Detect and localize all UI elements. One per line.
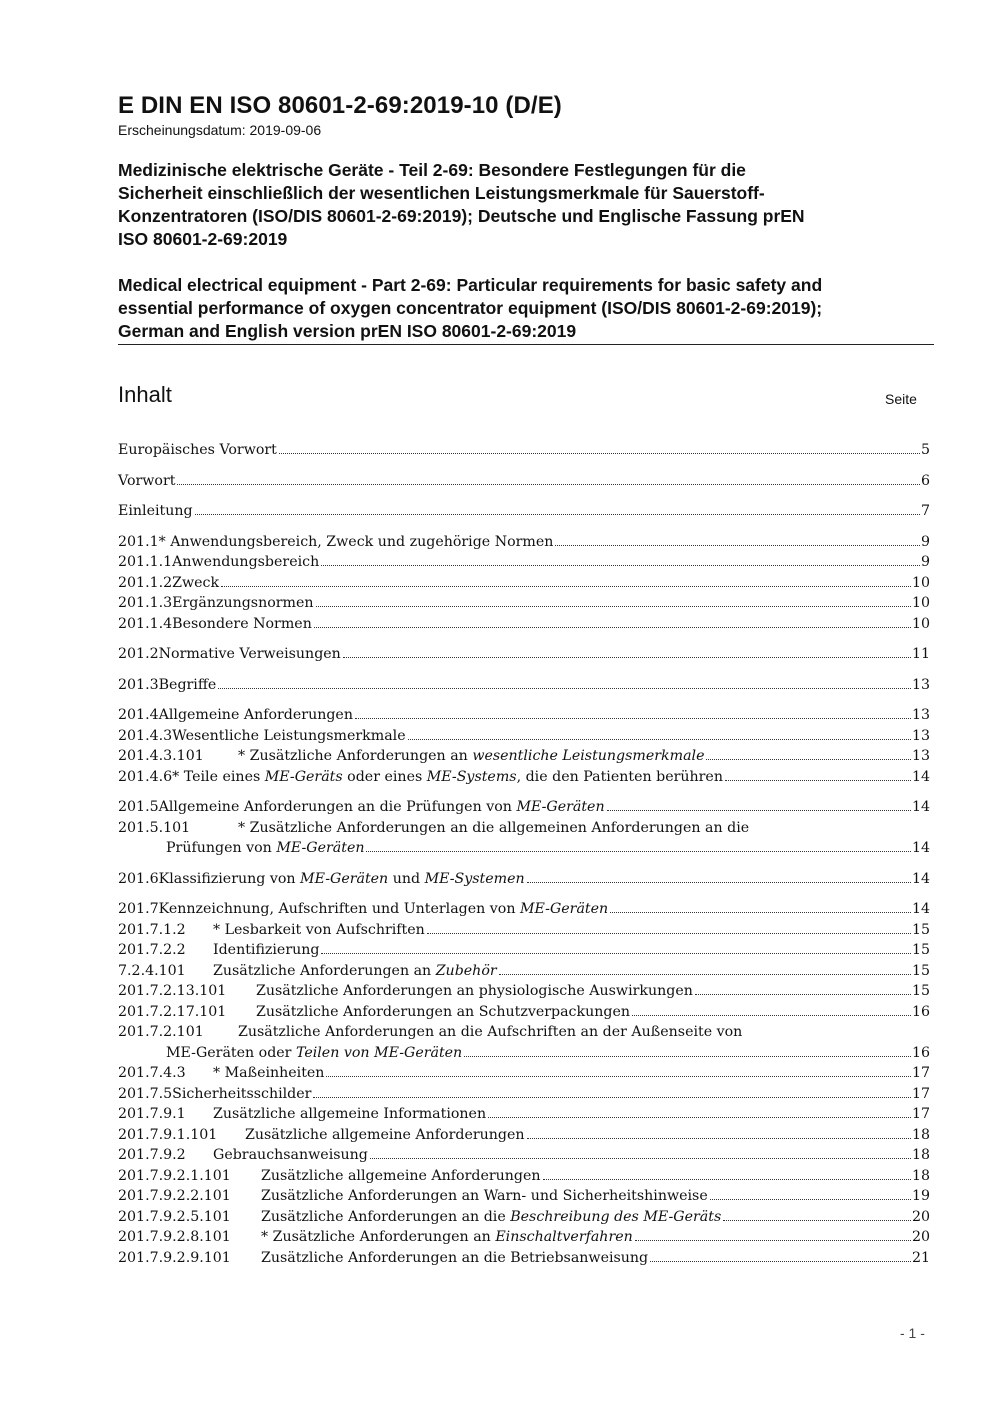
toc-entry-title (172, 614, 312, 635)
toc-entry-title (261, 1248, 648, 1269)
toc-entry-title (159, 797, 605, 818)
header-divider (118, 344, 934, 345)
toc-entry[interactable] (118, 767, 930, 788)
toc-entry-title-italic: Teilen von ME-Geräten (295, 1044, 463, 1061)
toc-entry-title (261, 1227, 633, 1248)
toc-entry-title-text: Zusätzliche allgemeine Anforderungen (245, 1126, 525, 1143)
toc-entry[interactable] (118, 471, 930, 492)
toc-entry-page: 14 (911, 901, 930, 917)
toc-dot-leader (635, 1240, 911, 1241)
toc-entry-page: 13 (911, 748, 930, 764)
toc-entry-title (118, 440, 277, 461)
toc-entry-title-text: Zusätzliche Anforderungen an die Betriebsanweisung (261, 1249, 649, 1266)
toc-entry-page: 20 (911, 1229, 930, 1245)
toc-entry-number: 201.7.9.2 (118, 1147, 186, 1163)
toc-entry-page: 18 (911, 1167, 930, 1184)
toc-entry-page: 16 (911, 1003, 930, 1020)
toc-entry[interactable] (118, 869, 930, 890)
toc-entry-page: 17 (911, 1085, 930, 1102)
toc-entry-title-text: und (388, 870, 425, 887)
toc-entry[interactable] (118, 981, 930, 1002)
toc-entry-title (172, 573, 219, 594)
toc-entry-number: 201.7.9.2.9.101 (118, 1249, 231, 1266)
toc-entry-title-text: Ergänzungsnormen (172, 595, 314, 611)
toc-entry-title (238, 818, 749, 839)
toc-entry-title (172, 767, 723, 788)
toc-entry[interactable] (118, 1022, 930, 1043)
toc-entry-title-text: Zusätzliche Anforderungen an physiologische Auswirkungen (256, 983, 693, 999)
toc-entry-number: 201.7.2.13.101 (118, 983, 227, 999)
toc-entry[interactable] (118, 1043, 930, 1064)
title-german-line: ISO 80601-2-69:2019 (118, 229, 288, 249)
toc-entry-page: 9 (920, 533, 930, 550)
toc-entry-page: 20 (911, 1208, 930, 1225)
toc-entry-number: 201.7.9.2.2.101 (118, 1188, 231, 1204)
toc-entry-title (172, 593, 313, 614)
toc-entry-number: 201.4.3 (118, 727, 173, 744)
toc-entry-title-text: Zusätzliche Anforderungen an Warn- und Sicherheitshinweise (261, 1188, 708, 1204)
toc-entry-title-text: * Lesbarkeit von Aufschriften (213, 921, 425, 938)
toc-entry-title-italic: ME-Geräten (520, 901, 609, 917)
toc-entry-page: 10 (911, 595, 930, 611)
toc-entry-number: 201.7.2.17.101 (118, 1003, 227, 1020)
toc-entry[interactable] (118, 593, 930, 614)
toc-entry-number: 201.1.2 (118, 574, 173, 591)
toc-dot-leader (279, 453, 920, 454)
toc-dot-leader (366, 851, 910, 852)
toc-entry-title-text: Zusätzliche Anforderungen an die Aufschriften an der Außenseite von (238, 1024, 743, 1040)
toc-entry-title-italic: wesentliche Leistungsmerkmale (472, 748, 705, 764)
toc-entry-title (238, 1022, 742, 1043)
toc-entry-number: 201.1.3 (118, 595, 173, 611)
toc-entry-title (118, 501, 193, 522)
toc-entry-title (172, 726, 405, 747)
toc-entry-title-italic: ME-Geräten (276, 840, 365, 856)
toc-entry-number: 201.6 (118, 870, 159, 887)
toc-entry[interactable] (118, 1104, 930, 1125)
toc-entry-title-italic: ME-Geräten (300, 870, 389, 887)
toc-dot-leader (527, 1138, 911, 1139)
toc-entry-title-text: Zweck (172, 574, 220, 591)
toc-dot-leader (314, 627, 911, 628)
toc-entry-number: 201.1 (118, 533, 159, 550)
toc-dot-leader (408, 739, 911, 740)
toc-dot-leader (218, 688, 911, 689)
toc-entry-title-text: Zusätzliche Anforderungen an Schutzverpackungen (256, 1003, 630, 1020)
toc-entry[interactable] (118, 552, 930, 573)
toc-dot-leader (195, 514, 920, 515)
toc-entry[interactable] (118, 1207, 930, 1228)
toc-entry-number: 201.5.101 (118, 819, 191, 836)
toc-entry-page: 15 (911, 962, 930, 979)
toc-entry-title (256, 981, 693, 1002)
toc-entry[interactable] (118, 961, 930, 982)
toc-dot-leader (316, 606, 911, 607)
toc-entry-title-text: Gebrauchsanweisung (213, 1147, 368, 1163)
toc-entry-title-text: Zusätzliche allgemeine Anforderungen (261, 1167, 541, 1184)
toc-entry-number: 201.2 (118, 646, 159, 662)
toc-entry-page: 9 (920, 554, 930, 570)
toc-dot-leader (370, 1158, 911, 1159)
toc-dot-leader (488, 1117, 911, 1118)
toc-entry-number: 201.3 (118, 676, 159, 693)
toc-entry-number: 201.5 (118, 799, 159, 815)
toc-entry[interactable] (118, 1186, 930, 1207)
toc-entry-title-text: Identifizierung (213, 942, 320, 958)
toc-entry[interactable] (118, 1227, 930, 1248)
toc-dot-leader (543, 1179, 911, 1180)
toc-entry-title-text: Kennzeichnung, Aufschriften und Unterlagen von (158, 901, 520, 917)
toc-entry-title-italic: Einschaltverfahren (495, 1229, 633, 1245)
toc-dot-leader (706, 759, 910, 760)
toc-entry[interactable] (118, 1125, 930, 1146)
toc-dot-leader (427, 933, 911, 934)
toc-heading: Inhalt (118, 382, 172, 407)
toc-entry-title-text: Klassifizierung von (158, 870, 301, 887)
toc-dot-leader (527, 882, 911, 883)
toc-dot-leader (313, 1097, 911, 1098)
toc-dot-leader (695, 994, 911, 995)
toc-entry-page: 19 (911, 1188, 930, 1204)
title-english-line: Medical electrical equipment - Part 2-69: Particular requirements for basic safety and (118, 275, 823, 295)
toc-entry-number: 201.1.4 (118, 615, 173, 632)
toc-entry-page: 15 (911, 921, 930, 938)
toc-entry-title (213, 1104, 486, 1125)
toc-entry-title-text: , die den Patienten berühren (516, 768, 723, 785)
toc-entry-page: 11 (911, 646, 930, 662)
toc-entry-title-text: * Zusätzliche Anforderungen an (261, 1229, 496, 1245)
toc-dot-leader (221, 586, 911, 587)
toc-entry[interactable] (118, 1145, 930, 1166)
toc-entry-page: 6 (920, 472, 930, 489)
title-german-line: Konzentratoren (ISO/DIS 80601-2-69:2019); Deutsche und Englische Fassung prEN (118, 206, 805, 226)
toc-dot-leader (499, 974, 911, 975)
toc-entry[interactable] (118, 440, 930, 461)
toc-dot-leader (710, 1199, 911, 1200)
toc-entry-title-text: Allgemeine Anforderungen (158, 707, 353, 723)
toc-dot-leader (650, 1261, 911, 1262)
toc-entry[interactable] (118, 675, 930, 696)
toc-entry-title-italic: ME-Systems (426, 768, 517, 785)
toc-entry-title-text: Sicherheitsschilder (172, 1085, 312, 1102)
toc-entry[interactable] (118, 726, 930, 747)
toc-entry-page: 10 (911, 574, 930, 591)
toc-entry-title-text: Vorwort (118, 472, 176, 489)
toc-entry[interactable] (118, 920, 930, 941)
toc-entry-title (245, 1125, 525, 1146)
toc-entry-page: 14 (911, 768, 930, 785)
toc-dot-leader (177, 484, 920, 485)
toc-entry-title (166, 838, 364, 859)
toc-entry-title-text: Zusätzliche Anforderungen an (213, 962, 436, 979)
document-id: E DIN EN ISO 80601-2-69:2019-10 (D/E) (118, 92, 562, 119)
toc-entry-number: 201.7.2.101 (118, 1024, 204, 1040)
toc-entry[interactable] (118, 1166, 930, 1187)
toc-entry-title (261, 1207, 721, 1228)
toc-entry-title (256, 1002, 630, 1023)
toc-dot-leader (610, 912, 911, 913)
toc-entry-title-italic: ME-Systemen (424, 870, 525, 887)
toc-entry-title (159, 532, 554, 553)
toc-entry-title (213, 961, 497, 982)
table-of-contents (118, 440, 930, 1268)
toc-entry-title (172, 1084, 311, 1105)
toc-entry-number: 201.7.5 (118, 1085, 173, 1102)
toc-entry-title-text: Wesentliche Leistungsmerkmale (172, 727, 406, 744)
toc-entry[interactable] (118, 501, 930, 522)
toc-entry-title-text: Zusätzliche allgemeine Informationen (213, 1106, 487, 1122)
toc-entry-title (172, 552, 319, 573)
toc-entry[interactable] (118, 818, 930, 839)
toc-entry[interactable] (118, 614, 930, 635)
toc-entry[interactable] (118, 532, 930, 553)
toc-entry-title-text: Zusätzliche Anforderungen an die (261, 1208, 511, 1225)
toc-entry-title (118, 471, 175, 492)
toc-entry-page: 14 (911, 840, 930, 856)
toc-entry-title-text: Europäisches Vorwort (118, 442, 277, 458)
toc-entry-title (238, 746, 704, 767)
toc-entry-title (166, 1043, 462, 1064)
toc-entry-title-text: Allgemeine Anforderungen an die Prüfungen von (158, 799, 517, 815)
toc-entry-title (213, 1145, 368, 1166)
toc-entry-page: 14 (911, 870, 930, 887)
toc-entry-number: 7.2.4.101 (118, 962, 186, 979)
title-english-line: essential performance of oxygen concentrator equipment (ISO/DIS 80601-2-69:2019); (118, 298, 823, 318)
title-german-line: Sicherheit einschließlich der wesentlichen Leistungsmerkmale für Sauerstoff- (118, 183, 765, 203)
toc-entry-title-text: oder eines (342, 768, 427, 785)
toc-entry-title (213, 1063, 324, 1084)
toc-entry-number: 201.7.1.2 (118, 921, 186, 938)
toc-entry-page: 17 (911, 1065, 930, 1081)
toc-entry-number: 201.7 (118, 901, 159, 917)
toc-entry-page: 13 (911, 707, 930, 723)
publication-date: Erscheinungsdatum: 2019-09-06 (118, 122, 322, 138)
toc-entry[interactable] (118, 797, 930, 818)
title-german (118, 159, 938, 251)
toc-dot-leader (607, 810, 911, 811)
toc-entry-number: 201.7.9.1.101 (118, 1126, 218, 1143)
toc-dot-leader (723, 1220, 911, 1221)
toc-entry-title-text: Anwendungsbereich (172, 554, 320, 570)
toc-entry-number: 201.7.4.3 (118, 1065, 186, 1081)
toc-entry-title-italic: ME-Geräts (264, 768, 343, 785)
toc-dot-leader (725, 780, 911, 781)
toc-entry-title-text: * Zusätzliche Anforderungen an die allgemeinen Anforderungen an die (238, 819, 750, 836)
toc-entry-number: 201.1.1 (118, 554, 173, 570)
toc-entry-page: 21 (911, 1249, 930, 1266)
toc-entry-page: 16 (911, 1044, 930, 1061)
toc-entry-page: 5 (920, 442, 930, 458)
toc-entry-page: 13 (911, 676, 930, 693)
toc-dot-leader (321, 565, 920, 566)
toc-entry[interactable] (118, 573, 930, 594)
toc-entry-page: 17 (911, 1106, 930, 1122)
toc-entry[interactable] (118, 1063, 930, 1084)
toc-entry-page: 15 (911, 983, 930, 999)
toc-dot-leader (355, 718, 911, 719)
toc-dot-leader (343, 657, 911, 658)
toc-entry-title (261, 1186, 708, 1207)
toc-page-label: Seite (885, 391, 917, 407)
toc-entry-number: 201.7.9.2.5.101 (118, 1208, 231, 1225)
toc-entry-number: 201.4.6 (118, 768, 173, 785)
toc-dot-leader (632, 1015, 911, 1016)
toc-entry-page: 7 (920, 503, 930, 519)
toc-dot-leader (326, 1076, 910, 1077)
toc-dot-leader (555, 545, 920, 546)
toc-entry[interactable] (118, 746, 930, 767)
toc-entry[interactable] (118, 705, 930, 726)
toc-entry-title-text: Einleitung (118, 503, 193, 519)
toc-entry-title-italic: Beschreibung des ME-Geräts (510, 1208, 722, 1225)
toc-entry-title (159, 675, 217, 696)
toc-entry-title-italic: Zubehör (435, 962, 497, 979)
toc-entry-title-text: ME-Geräten oder (166, 1044, 296, 1061)
toc-entry-page: 10 (911, 615, 930, 632)
toc-dot-leader (321, 953, 910, 954)
title-english-line: German and English version prEN ISO 80601-2-69:2019 (118, 321, 577, 341)
toc-entry-number: 201.7.9.1 (118, 1106, 186, 1122)
toc-entry[interactable] (118, 899, 930, 920)
toc-entry-title-text: Prüfungen von (166, 840, 277, 856)
toc-entry-page: 14 (911, 799, 930, 815)
toc-entry-title (159, 644, 341, 665)
toc-entry-title-text: * Zusätzliche Anforderungen an (238, 748, 473, 764)
toc-entry-title (159, 869, 525, 890)
toc-entry-title (213, 920, 425, 941)
toc-entry-title-text: Besondere Normen (172, 615, 312, 632)
toc-entry-title (261, 1166, 541, 1187)
toc-entry-number: 201.4.3.101 (118, 748, 204, 764)
title-english (118, 274, 938, 343)
toc-entry-title-text: Normative Verweisungen (158, 646, 341, 662)
toc-entry-number: 201.7.9.2.1.101 (118, 1167, 231, 1184)
toc-entry-page: 18 (911, 1126, 930, 1143)
toc-entry[interactable] (118, 1248, 930, 1269)
toc-entry-page: 13 (911, 727, 930, 744)
toc-entry-title-text: * Teile eines (172, 768, 265, 785)
toc-entry[interactable] (118, 1084, 930, 1105)
toc-entry-title (159, 899, 609, 920)
toc-entry-number: 201.4 (118, 707, 159, 723)
toc-entry-title-text: * Maßeinheiten (213, 1065, 325, 1081)
title-german-line: Medizinische elektrische Geräte - Teil 2-69: Besondere Festlegungen für die (118, 160, 746, 180)
toc-entry-title-italic: ME-Geräten (516, 799, 605, 815)
toc-entry[interactable] (118, 940, 930, 961)
page-number: - 1 - (900, 1325, 925, 1341)
toc-dot-leader (464, 1056, 911, 1057)
toc-entry[interactable] (118, 644, 930, 665)
toc-entry-number: 201.7.2.2 (118, 942, 186, 958)
toc-entry-title-text: Begriffe (158, 676, 217, 693)
toc-entry-number: 201.7.9.2.8.101 (118, 1229, 231, 1245)
toc-entry[interactable] (118, 1002, 930, 1023)
toc-entry-page: 18 (911, 1147, 930, 1163)
toc-entry-page: 15 (911, 942, 930, 958)
toc-entry-title (213, 940, 319, 961)
toc-entry-title (159, 705, 353, 726)
toc-entry-title-text: * Anwendungsbereich, Zweck und zugehörige Normen (158, 533, 554, 550)
toc-entry[interactable] (118, 838, 930, 859)
